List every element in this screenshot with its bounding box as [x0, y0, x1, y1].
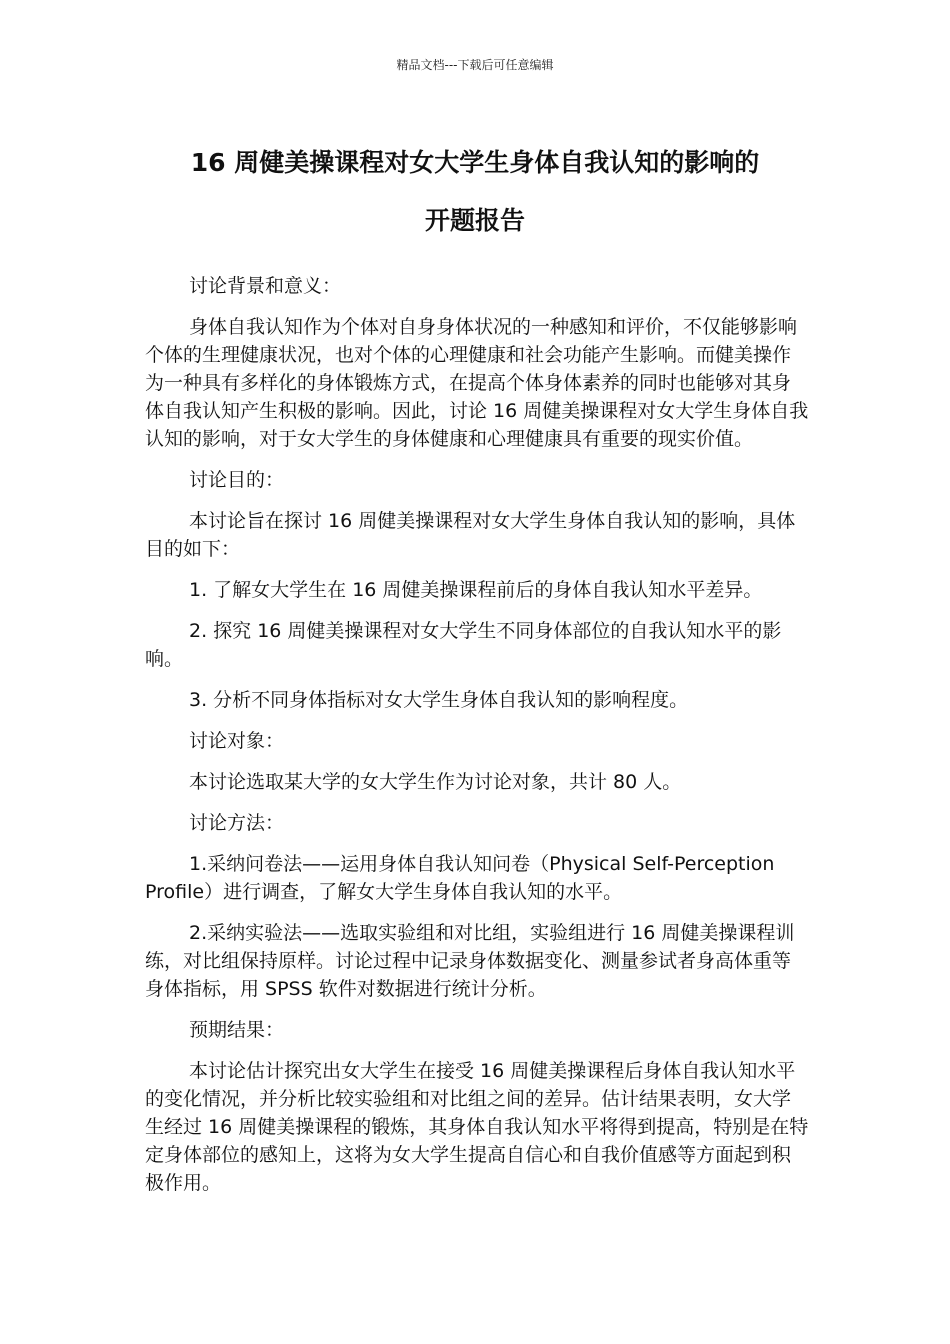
paragraph-expected-results: 本讨论估计探究出女大学生在接受 16 周健美操课程后身体自我认知水平的变化情况，并分析比较实验组和对比组之间的差异。估计结果表明，女大学生经过 16 周健美操课程的锻炼，其身体自我认知水平将得到提高，特别是在特定身体部位的感知上，这将为女大学生提高自信心和自我价值感等方面起到积极作用。: [145, 1060, 809, 1194]
page-header-watermark: 精品文档---下载后可任意编辑: [396, 58, 554, 72]
method-item-2: 2.采纳实验法——选取实验组和对比组，实验组进行 16 周健美操课程训练，对比组保持原样。讨论过程中记录身体数据变化、测量参试者身高体重等身体指标，用 SPSS 软件对数据进行统计分析。: [145, 922, 795, 1000]
purpose-item-3: 3. 分析不同身体指标对女大学生身体自我认知的影响程度。: [189, 689, 689, 711]
heading-methods: 讨论方法：: [189, 812, 285, 834]
heading-background: 讨论背景和意义：: [189, 275, 342, 297]
title-line-1: 16 周健美操课程对女大学生身体自我认知的影响的: [190, 148, 760, 177]
paragraph-purpose: 本讨论旨在探讨 16 周健美操课程对女大学生身体自我认知的影响，具体目的如下：: [145, 510, 796, 560]
title-line-2: 开题报告: [424, 206, 525, 235]
heading-purpose: 讨论目的：: [189, 469, 285, 491]
paragraph-background: 身体自我认知作为个体对自身身体状况的一种感知和评价，不仅能够影响个体的生理健康状况，也对个体的心理健康和社会功能产生影响。而健美操作为一种具有多样化的身体锻炼方式，在提高个体身体素养的同时也能够对其身体自我认知产生积极的影响。因此，讨论 16 周健美操课程对女大学生身体自我认知的影响，对于女大学生的身体健康和心理健康具有重要的现实价值。: [145, 316, 809, 450]
heading-subjects: 讨论对象：: [189, 730, 285, 752]
heading-expected-results: 预期结果：: [189, 1019, 285, 1041]
document-body: [145, 272, 809, 1210]
paragraph-subjects: 本讨论选取某大学的女大学生作为讨论对象，共计 80 人。: [189, 771, 682, 793]
document-title: [120, 134, 830, 250]
method-item-1: 1.采纳问卷法——运用身体自我认知问卷（Physical Self-Perception Profile）进行调查，了解女大学生身体自我认知的水平。: [145, 853, 775, 903]
purpose-item-2: 2. 探究 16 周健美操课程对女大学生不同身体部位的自我认知水平的影响。: [145, 620, 782, 670]
purpose-item-1: 1. 了解女大学生在 16 周健美操课程前后的身体自我认知水平差异。: [189, 579, 763, 601]
